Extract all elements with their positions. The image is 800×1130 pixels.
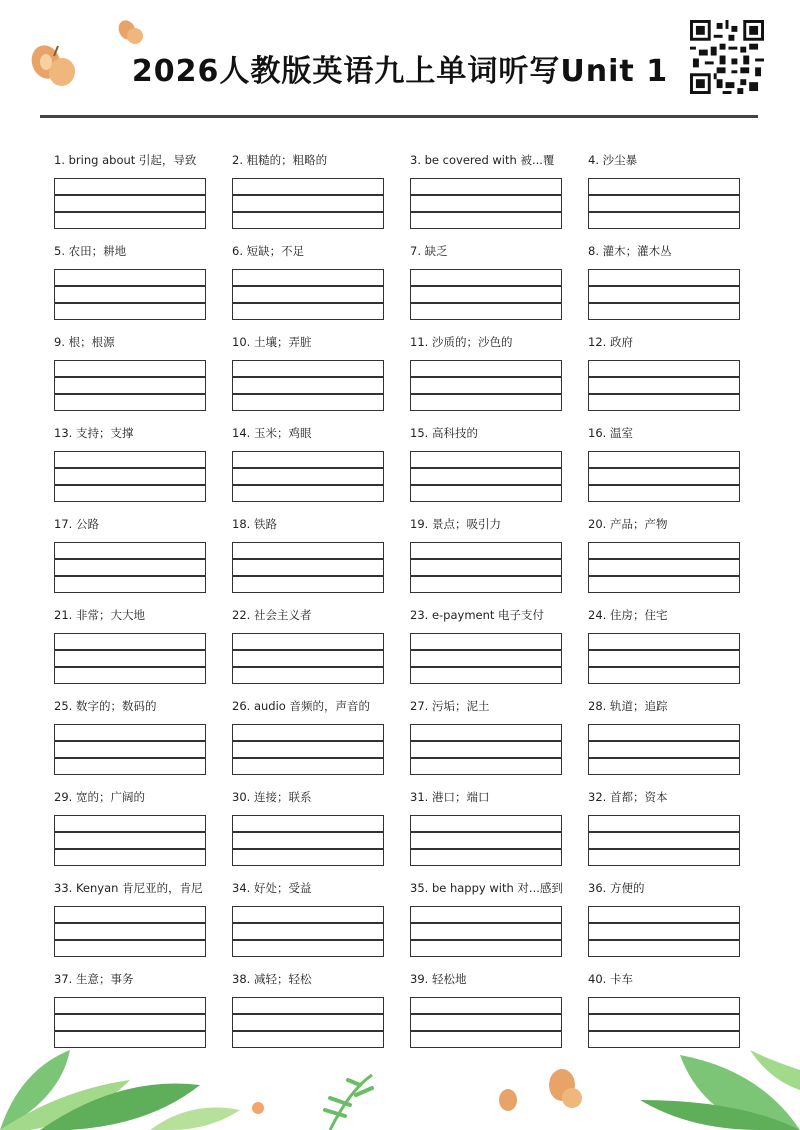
writing-line (411, 302, 561, 304)
writing-line (589, 376, 739, 378)
writing-line (233, 649, 383, 651)
writing-line (589, 194, 739, 196)
item-prompt: 32. 首都；资本 (588, 790, 668, 804)
answer-box[interactable] (54, 542, 206, 593)
writing-line (233, 393, 383, 395)
writing-line (589, 393, 739, 395)
answer-box[interactable] (54, 633, 206, 684)
writing-line (411, 922, 561, 924)
writing-line (55, 285, 205, 287)
dictation-item (410, 880, 588, 971)
writing-line (411, 467, 561, 469)
item-prompt: 31. 港口；端口 (410, 790, 490, 804)
writing-line (411, 393, 561, 395)
writing-line (55, 740, 205, 742)
writing-line (233, 666, 383, 668)
item-prompt: 28. 轨道；追踪 (588, 699, 668, 713)
page-title: 2026人教版英语九上单词听写Unit 1 (131, 54, 669, 89)
qr-code-icon (690, 20, 764, 94)
dictation-item (232, 698, 410, 789)
dictation-item (410, 425, 588, 516)
writing-line (55, 194, 205, 196)
dictation-item (410, 789, 588, 880)
item-prompt: 16. 温室 (588, 426, 633, 440)
answer-box[interactable] (588, 906, 740, 957)
writing-line (411, 831, 561, 833)
dictation-item (588, 880, 766, 971)
writing-line (411, 1013, 561, 1015)
item-prompt: 7. 缺乏 (410, 244, 448, 258)
dictation-item (410, 243, 588, 334)
writing-line (589, 467, 739, 469)
writing-line (233, 285, 383, 287)
item-prompt: 1. bring about 引起，导致 (54, 153, 197, 167)
writing-line (589, 575, 739, 577)
dictation-item (54, 789, 232, 880)
dictation-item (588, 516, 766, 607)
writing-line (55, 848, 205, 850)
dictation-item (588, 698, 766, 789)
dictation-grid (54, 152, 754, 1062)
writing-line (589, 211, 739, 213)
writing-line (233, 484, 383, 486)
answer-box[interactable] (232, 451, 384, 502)
item-prompt: 9. 根；根源 (54, 335, 115, 349)
item-prompt: 12. 政府 (588, 335, 633, 349)
item-prompt: 35. be happy with 对...感到 (410, 881, 563, 895)
writing-line (411, 939, 561, 941)
dictation-item (232, 880, 410, 971)
item-prompt: 19. 景点；吸引力 (410, 517, 501, 531)
item-prompt: 38. 减轻；轻松 (232, 972, 312, 986)
writing-line (233, 376, 383, 378)
item-prompt: 13. 支持；支撑 (54, 426, 134, 440)
answer-box[interactable] (232, 269, 384, 320)
dictation-item (410, 607, 588, 698)
writing-line (411, 211, 561, 213)
header-divider (40, 115, 758, 118)
dictation-item (232, 607, 410, 698)
writing-line (55, 649, 205, 651)
writing-line (233, 302, 383, 304)
dictation-item (232, 334, 410, 425)
answer-box[interactable] (588, 815, 740, 866)
item-prompt: 33. Kenyan 肯尼亚的，肯尼 (54, 881, 203, 895)
writing-line (233, 194, 383, 196)
item-prompt: 20. 产品；产物 (588, 517, 668, 531)
answer-box[interactable] (410, 178, 562, 229)
writing-line (411, 484, 561, 486)
answer-box[interactable] (410, 542, 562, 593)
item-prompt: 29. 宽的；广阔的 (54, 790, 145, 804)
item-prompt: 23. e-payment 电子支付 (410, 608, 545, 622)
dictation-item (54, 698, 232, 789)
writing-line (589, 1013, 739, 1015)
dictation-item (588, 789, 766, 880)
writing-line (55, 467, 205, 469)
writing-line (589, 558, 739, 560)
dictation-item (588, 334, 766, 425)
writing-line (589, 939, 739, 941)
item-prompt: 40. 卡车 (588, 972, 633, 986)
dictation-item (588, 243, 766, 334)
item-prompt: 39. 轻松地 (410, 972, 467, 986)
writing-line (411, 848, 561, 850)
item-prompt: 2. 粗糙的；粗略的 (232, 153, 328, 167)
item-prompt: 14. 玉米；鸡眼 (232, 426, 312, 440)
answer-box[interactable] (232, 815, 384, 866)
dictation-item (410, 152, 588, 243)
writing-line (55, 575, 205, 577)
writing-line (411, 285, 561, 287)
dictation-item (54, 334, 232, 425)
answer-box[interactable] (588, 269, 740, 320)
answer-box[interactable] (232, 724, 384, 775)
dictation-item (232, 425, 410, 516)
writing-line (233, 467, 383, 469)
answer-box[interactable] (588, 542, 740, 593)
item-prompt: 5. 农田；耕地 (54, 244, 127, 258)
answer-box[interactable] (588, 633, 740, 684)
writing-line (589, 649, 739, 651)
answer-box[interactable] (410, 360, 562, 411)
dictation-item (54, 607, 232, 698)
item-prompt: 30. 连接；联系 (232, 790, 312, 804)
writing-line (55, 393, 205, 395)
item-prompt: 25. 数字的；数码的 (54, 699, 157, 713)
answer-box[interactable] (410, 724, 562, 775)
writing-line (55, 939, 205, 941)
item-prompt: 22. 社会主义者 (232, 608, 312, 622)
item-prompt: 8. 灌木；灌木丛 (588, 244, 672, 258)
answer-box[interactable] (232, 360, 384, 411)
item-prompt: 34. 好处；受益 (232, 881, 312, 895)
writing-line (233, 558, 383, 560)
answer-box[interactable] (54, 906, 206, 957)
writing-line (411, 558, 561, 560)
answer-box[interactable] (54, 178, 206, 229)
dictation-item (54, 425, 232, 516)
answer-box[interactable] (232, 906, 384, 957)
writing-line (589, 285, 739, 287)
writing-line (589, 848, 739, 850)
dictation-item (588, 152, 766, 243)
writing-line (411, 649, 561, 651)
answer-box[interactable] (588, 451, 740, 502)
dictation-item (410, 698, 588, 789)
answer-box[interactable] (232, 542, 384, 593)
writing-line (233, 939, 383, 941)
answer-box[interactable] (54, 269, 206, 320)
item-prompt: 10. 土壤；弄脏 (232, 335, 312, 349)
item-prompt: 24. 住房；住宅 (588, 608, 668, 622)
writing-line (589, 302, 739, 304)
writing-line (411, 194, 561, 196)
writing-line (233, 831, 383, 833)
item-prompt: 37. 生意；事务 (54, 972, 134, 986)
writing-line (589, 666, 739, 668)
dictation-item (410, 334, 588, 425)
writing-line (411, 757, 561, 759)
writing-line (589, 740, 739, 742)
writing-line (589, 757, 739, 759)
writing-line (55, 757, 205, 759)
answer-box[interactable] (588, 178, 740, 229)
item-prompt: 36. 方便的 (588, 881, 645, 895)
dictation-item (232, 152, 410, 243)
writing-line (55, 922, 205, 924)
writing-line (55, 831, 205, 833)
writing-line (589, 484, 739, 486)
writing-line (411, 740, 561, 742)
answer-box[interactable] (410, 451, 562, 502)
dictation-item (54, 880, 232, 971)
item-prompt: 6. 短缺；不足 (232, 244, 305, 258)
writing-line (233, 211, 383, 213)
item-prompt: 21. 非常；大大地 (54, 608, 145, 622)
item-prompt: 15. 高科技的 (410, 426, 478, 440)
writing-line (233, 575, 383, 577)
writing-line (589, 922, 739, 924)
writing-line (55, 558, 205, 560)
writing-line (55, 1013, 205, 1015)
answer-box[interactable] (410, 633, 562, 684)
item-prompt: 27. 污垢；泥土 (410, 699, 490, 713)
answer-box[interactable] (232, 178, 384, 229)
item-prompt: 11. 沙质的；沙色的 (410, 335, 513, 349)
writing-line (233, 922, 383, 924)
answer-box[interactable] (588, 360, 740, 411)
dictation-item (232, 516, 410, 607)
item-prompt: 4. 沙尘暴 (588, 153, 638, 167)
answer-box[interactable] (588, 724, 740, 775)
answer-box[interactable] (410, 906, 562, 957)
answer-box[interactable] (54, 360, 206, 411)
dictation-item (54, 516, 232, 607)
dictation-item (232, 243, 410, 334)
item-prompt: 18. 铁路 (232, 517, 277, 531)
writing-line (589, 831, 739, 833)
writing-line (55, 302, 205, 304)
dictation-item (54, 243, 232, 334)
item-prompt: 17. 公路 (54, 517, 99, 531)
writing-line (55, 484, 205, 486)
answer-box[interactable] (410, 269, 562, 320)
dictation-item (410, 516, 588, 607)
writing-line (55, 211, 205, 213)
answer-box[interactable] (232, 633, 384, 684)
answer-box[interactable] (410, 815, 562, 866)
writing-line (233, 1013, 383, 1015)
writing-line (233, 757, 383, 759)
dictation-item (588, 607, 766, 698)
dictation-item (588, 425, 766, 516)
item-prompt: 26. audio 音频的，声音的 (232, 699, 370, 713)
writing-line (233, 848, 383, 850)
writing-line (55, 376, 205, 378)
leaf-decoration (0, 1030, 800, 1130)
dictation-item (54, 152, 232, 243)
answer-box[interactable] (54, 451, 206, 502)
answer-box[interactable] (54, 724, 206, 775)
writing-line (411, 575, 561, 577)
writing-line (233, 740, 383, 742)
answer-box[interactable] (54, 815, 206, 866)
writing-line (411, 666, 561, 668)
dictation-item (232, 789, 410, 880)
item-prompt: 3. be covered with 被...覆 (410, 153, 555, 167)
butterfly-icon (116, 18, 146, 48)
writing-line (55, 666, 205, 668)
writing-line (411, 376, 561, 378)
